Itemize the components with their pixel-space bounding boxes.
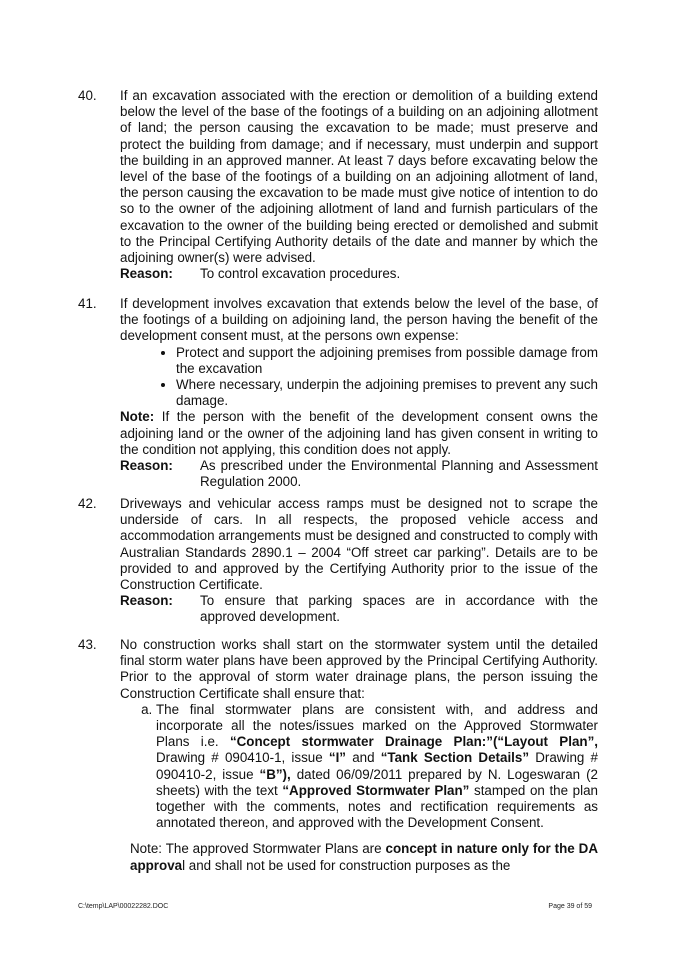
list-item-a <box>156 702 598 832</box>
note-text: : The approved Stormwater Plans are <box>158 841 386 857</box>
note-text: If the person with the benefit of the development consent owns the adjoining land or the owner of the adjoining land has given consent in writing to the condition not applying, this condition does not apply. <box>120 409 598 457</box>
condition-40 <box>78 88 598 282</box>
condition-number: 40. <box>78 88 97 103</box>
condition-number: 43. <box>78 637 97 652</box>
item-text: dated 06/09/2011 prepared by N. Logeswaran (2 sheets) with the text <box>156 766 598 798</box>
footer-file-path: C:\temp\LAP\00022282.DOC <box>78 903 169 910</box>
condition-text: No construction works shall start on the stormwater system until the detailed final storm water plans have been approved by the Principal Certifying Authority. Prior to the approval of storm water drainage plans, the person issuing the Construction Certificate shall ensure that: <box>120 637 598 701</box>
condition-text: Driveways and vehicular access ramps must be designed not to scrape the underside of cars. In all respects, the proposed vehicle access and accommodation arrangements must be designed and constructed to comply with Australian Standards 2890.1 – 2004 “Off street car parking”. Details are to be provided to and approved by the Certifying Authority prior to the issue of the Construction Certificate. <box>120 496 598 593</box>
item-text: Drawing # 090410-1, issue <box>156 750 329 766</box>
bullet-list <box>120 345 598 410</box>
note-text: l and shall not be used for construction purposes as the <box>182 857 511 873</box>
reason-row <box>120 266 598 282</box>
footer-page-number: Page 39 of 59 <box>548 903 592 910</box>
condition-number: 41. <box>78 296 97 311</box>
reason-label: Reason: <box>120 458 173 474</box>
condition-42 <box>78 496 598 626</box>
reason-text: To ensure that parking spaces are in accordance with the approved development. <box>200 593 598 625</box>
reason-row <box>120 458 598 490</box>
item-bold: “Concept stormwater Drainage Plan:”(“Layout Plan”, <box>218 734 598 750</box>
alpha-list <box>120 702 598 832</box>
item-bold: “I” <box>328 750 347 766</box>
item-bold: “Tank Section Details” <box>380 750 530 766</box>
item-bold: “B”), <box>259 766 291 782</box>
reason-row <box>120 593 598 625</box>
item-bold: “Approved Stormwater Plan” <box>282 782 470 798</box>
reason-text: As prescribed under the Environmental Planning and Assessment Regulation 2000. <box>200 458 598 490</box>
bullet-item: • Protect and support the adjoining premises from possible damage from the excavation <box>176 345 598 377</box>
condition-text: If development involves excavation that extends below the level of the base, of the footings of a building on adjoining land, the person having the benefit of the development consent must, at the persons own expense: <box>120 296 598 344</box>
bullet-item: • Where necessary, underpin the adjoining premises to prevent any such damage. <box>176 377 598 409</box>
condition-number: 42. <box>78 496 97 511</box>
condition-43 <box>78 637 598 874</box>
note-label: Note <box>130 841 159 857</box>
item-text: The final stormwater plans are consistent with, and address and incorporate all the notes/issues marked on the Approved Stormwater Plans i.e. <box>156 701 598 750</box>
item-text: Drawing # 090410-2, issue <box>156 750 598 782</box>
note-bold: concept in nature only for the DA approva <box>130 841 598 873</box>
reason-label: Reason: <box>120 266 173 282</box>
note-paragraph <box>130 841 598 873</box>
note-paragraph <box>120 409 598 458</box>
reason-label: Reason: <box>120 593 173 609</box>
condition-text: If an excavation associated with the erection or demolition of a building extend below the level of the base of the footings of a building on an adjoining allotment of land; the person causing the excavation to be made; must preserve and protect the building from damage; and if necessary, must underpin and support the building in an approved manner. At least 7 days before excavating below the level of the base of the footings of a building on an adjoining allotment of land, the person causing the excavation to be made must give notice of intention to do so to the owner of the adjoining allotment of land and furnish particulars of the excavation to the owner of the building being erected or demolished and submit to the Principal Certifying Authority details of the date and manner by which the adjoining owner(s) were advised. <box>120 88 598 266</box>
reason-text: To control excavation procedures. <box>200 266 401 282</box>
condition-41 <box>78 296 598 490</box>
note-label: Note: <box>120 409 155 425</box>
item-text: stamped on the plan together with the comments, notes and rectification requirements as annotated thereon, and approved with the Development Consent. <box>156 782 598 831</box>
item-text: and <box>346 750 381 766</box>
